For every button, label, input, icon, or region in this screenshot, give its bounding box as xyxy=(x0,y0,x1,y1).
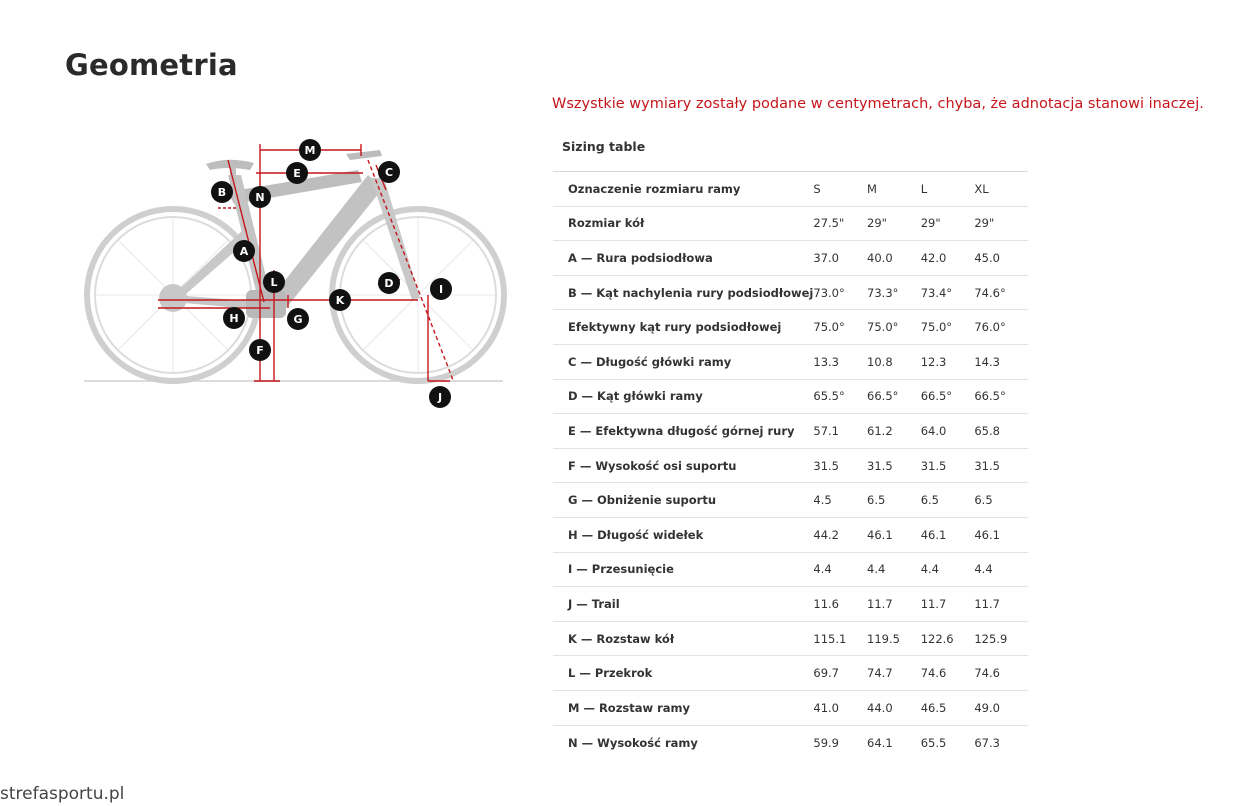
badge-k xyxy=(329,289,351,311)
row-value: 64.1 xyxy=(867,735,893,750)
row-value: 11.6 xyxy=(813,596,839,611)
table-row xyxy=(553,587,1028,622)
badge-a xyxy=(233,240,255,262)
row-value: 4.4 xyxy=(867,562,886,577)
row-value: 69.7 xyxy=(813,666,839,681)
table-row xyxy=(553,241,1028,276)
row-value: 14.3 xyxy=(974,354,1000,369)
row-value: 12.3 xyxy=(920,354,947,369)
row-value: 31.5 xyxy=(974,458,1000,473)
svg-text:A: A xyxy=(239,245,249,258)
row-value: 31.5 xyxy=(813,458,839,473)
page-title: Geometria xyxy=(65,48,238,82)
row-value: 31.5 xyxy=(867,458,893,473)
badge-h xyxy=(223,307,245,329)
row-label: C — Długość główki ramy xyxy=(568,354,732,369)
bike-silhouette xyxy=(87,150,504,381)
row-label: M — Rozstaw ramy xyxy=(568,700,691,715)
badge-m xyxy=(299,139,321,161)
header-size-l: L xyxy=(920,181,928,196)
header-size-xl: XL xyxy=(974,181,989,196)
svg-text:K: K xyxy=(335,294,345,307)
watermark: strefasportu.pl xyxy=(0,784,125,804)
row-value: 65.5° xyxy=(813,389,845,404)
table-row xyxy=(553,379,1028,414)
table-row xyxy=(553,414,1028,449)
row-value: 76.0° xyxy=(974,320,1006,335)
badge-e xyxy=(286,162,308,184)
row-value: 65.8 xyxy=(974,423,1000,438)
header-size-s: S xyxy=(813,181,821,196)
badge-f xyxy=(249,339,271,361)
row-value: 67.3 xyxy=(974,735,1000,750)
badge-j xyxy=(429,386,451,408)
row-value: 74.6° xyxy=(974,285,1006,300)
row-value: 29" xyxy=(920,216,941,231)
row-value: 115.1 xyxy=(813,631,847,646)
row-value: 66.5° xyxy=(974,389,1006,404)
row-label: F — Wysokość osi suportu xyxy=(568,458,737,473)
badge-d xyxy=(378,272,400,294)
table-row xyxy=(553,483,1028,518)
svg-text:I: I xyxy=(438,283,444,296)
row-value: 49.0 xyxy=(974,700,1000,715)
row-value: 29" xyxy=(867,216,887,231)
row-value: 66.5° xyxy=(867,389,899,404)
row-label: I — Przesunięcie xyxy=(568,562,674,577)
row-label: G — Obniżenie suportu xyxy=(568,493,717,508)
badge-b xyxy=(211,181,233,203)
row-value: 4.4 xyxy=(920,562,939,577)
svg-text:J: J xyxy=(437,391,443,404)
table-row xyxy=(553,725,1028,760)
row-value: 73.3° xyxy=(867,285,899,300)
row-value: 44.0 xyxy=(867,700,893,715)
svg-text:M: M xyxy=(304,144,316,157)
row-value: 11.7 xyxy=(974,596,1000,611)
units-note: Wszystkie wymiary zostały podane w centymetrach, chyba, że adnotacja stanowi inaczej. xyxy=(552,96,1204,112)
row-value: 61.2 xyxy=(867,423,893,438)
row-label: D — Kąt główki ramy xyxy=(568,389,703,404)
svg-text:C: C xyxy=(384,166,394,179)
table-caption: Sizing table xyxy=(562,139,646,154)
table-row xyxy=(553,656,1028,691)
row-value: 66.5° xyxy=(920,389,953,404)
row-value: 11.7 xyxy=(867,596,893,611)
table-row xyxy=(553,448,1028,483)
row-value: 31.5 xyxy=(920,458,947,473)
row-label: J — Trail xyxy=(568,596,620,611)
table-row xyxy=(553,206,1028,241)
row-value: 74.7 xyxy=(867,666,893,681)
row-label: Rozmiar kół xyxy=(568,216,645,231)
row-value: 6.5 xyxy=(920,493,939,508)
row-label: L — Przekrok xyxy=(568,666,653,681)
row-label: H — Długość widełek xyxy=(568,527,704,542)
row-value: 6.5 xyxy=(867,493,886,508)
table-row xyxy=(553,310,1028,345)
row-value: 65.5 xyxy=(920,735,947,750)
row-value: 46.5 xyxy=(920,700,947,715)
svg-text:B: B xyxy=(217,186,227,199)
header-label: Oznaczenie rozmiaru ramy xyxy=(568,181,741,196)
row-value: 13.3 xyxy=(813,354,839,369)
row-value: 41.0 xyxy=(813,700,839,715)
row-value: 75.0° xyxy=(920,320,953,335)
row-value: 125.9 xyxy=(974,631,1008,646)
row-label: A — Rura podsiodłowa xyxy=(568,250,713,265)
svg-text:L: L xyxy=(270,276,278,289)
table-row xyxy=(553,344,1028,379)
row-value: 46.1 xyxy=(867,527,893,542)
row-value: 29" xyxy=(974,216,995,231)
sizing-table xyxy=(553,171,1028,760)
row-value: 11.7 xyxy=(920,596,947,611)
row-label: E — Efektywna długość górnej rury xyxy=(568,423,795,438)
row-label: Efektywny kąt rury podsiodłowej xyxy=(568,320,782,335)
row-value: 4.4 xyxy=(813,562,832,577)
handlebar xyxy=(346,150,382,160)
svg-text:D: D xyxy=(384,277,394,290)
row-value: 59.9 xyxy=(813,735,839,750)
header-size-m: M xyxy=(867,181,877,196)
motor xyxy=(246,290,286,318)
badge-l xyxy=(263,271,285,293)
row-value: 119.5 xyxy=(867,631,900,646)
row-value: 64.0 xyxy=(920,423,947,438)
svg-text:E: E xyxy=(293,167,301,180)
badge-i xyxy=(430,278,452,300)
row-value: 122.6 xyxy=(920,631,954,646)
row-value: 4.5 xyxy=(813,493,832,508)
svg-text:N: N xyxy=(255,191,265,204)
row-value: 42.0 xyxy=(920,250,947,265)
down-tube xyxy=(268,175,383,312)
table-row xyxy=(553,517,1028,552)
row-value: 74.6 xyxy=(920,666,947,681)
row-value: 4.4 xyxy=(974,562,993,577)
row-label: N — Wysokość ramy xyxy=(568,735,698,750)
row-label: K — Rozstaw kół xyxy=(568,631,675,646)
badge-c xyxy=(378,161,400,183)
table-row xyxy=(553,275,1028,310)
row-value: 44.2 xyxy=(813,527,839,542)
row-value: 27.5" xyxy=(813,216,845,231)
row-value: 75.0° xyxy=(813,320,845,335)
row-value: 46.1 xyxy=(974,527,1000,542)
geometry-diagram xyxy=(78,130,518,415)
row-value: 73.0° xyxy=(813,285,845,300)
svg-text:F: F xyxy=(256,344,264,357)
badge-g xyxy=(287,308,309,330)
row-value: 75.0° xyxy=(867,320,899,335)
svg-text:H: H xyxy=(229,312,239,325)
row-value: 10.8 xyxy=(867,354,893,369)
row-value: 37.0 xyxy=(813,250,839,265)
row-value: 40.0 xyxy=(867,250,893,265)
row-value: 57.1 xyxy=(813,423,839,438)
row-value: 74.6 xyxy=(974,666,1000,681)
table-row xyxy=(553,621,1028,656)
badge-n xyxy=(249,186,271,208)
table-header-row xyxy=(553,172,1028,207)
table-row xyxy=(553,552,1028,587)
svg-text:G: G xyxy=(293,313,303,326)
row-value: 6.5 xyxy=(974,493,993,508)
row-value: 73.4° xyxy=(920,285,953,300)
row-value: 46.1 xyxy=(920,527,947,542)
table-row xyxy=(553,690,1028,725)
row-value: 45.0 xyxy=(974,250,1000,265)
row-label: B — Kąt nachylenia rury podsiodłowej xyxy=(568,285,814,300)
